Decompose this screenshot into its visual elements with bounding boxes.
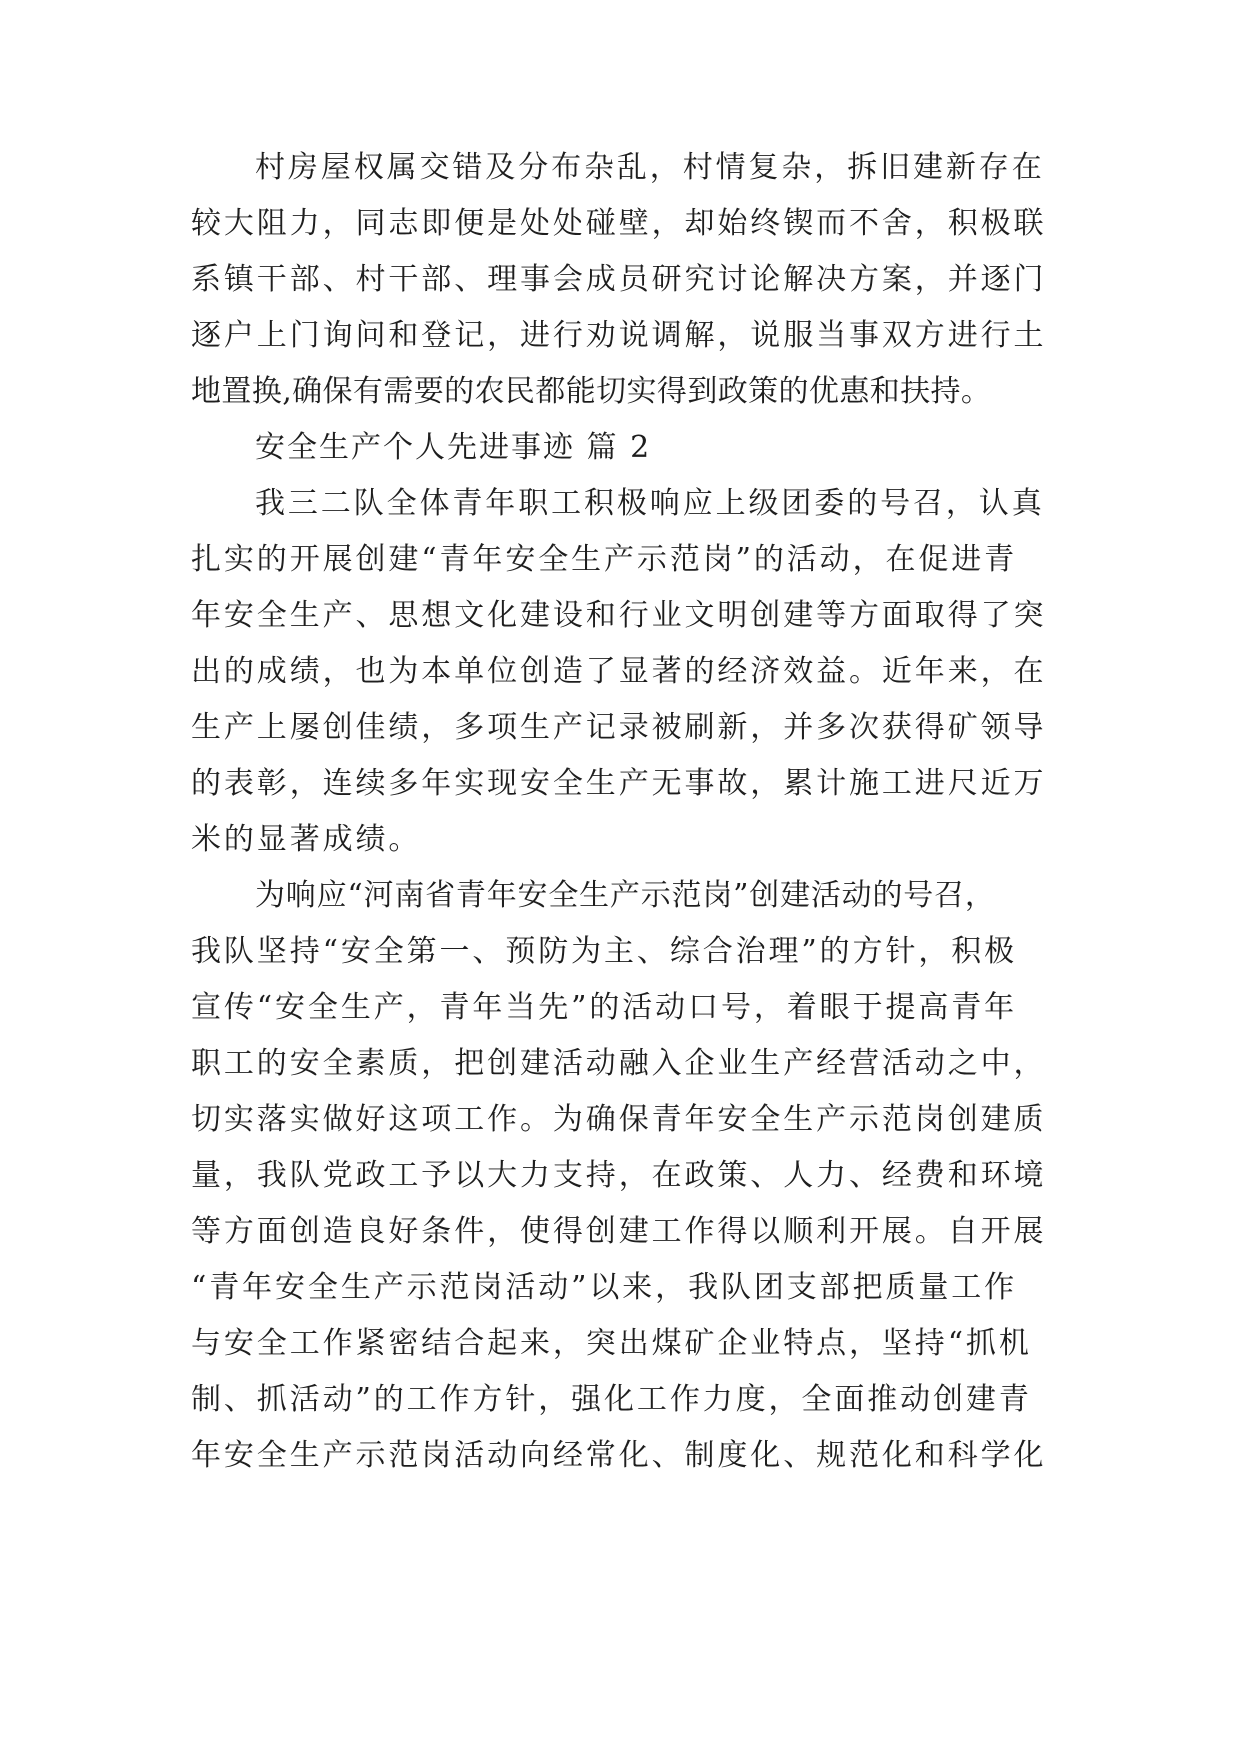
text-line: 职工的安全素质，把创建活动融入企业生产经营活动之中， [191,1046,1047,1081]
text-line: 扎实的开展创建“青年安全生产示范岗”的活动，在促进青 [191,542,1018,577]
text-line: 逐户上门询问和登记，进行劝说调解，说服当事双方进行土 [191,318,1047,353]
text-line: 为响应“河南省青年安全生产示范岗”创建活动的号召， [255,878,996,913]
text-line: 量，我队党政工予以大力支持，在政策、人力、经费和环境 [191,1158,1047,1193]
text-line: 等方面创造良好条件，使得创建工作得以顺利开展。自开展 [191,1214,1047,1249]
text-line: 年安全生产示范岗活动向经常化、制度化、规范化和科学化 [191,1438,1047,1473]
text-line: 生产上屡创佳绩，多项生产记录被刷新，并多次获得矿领导 [191,710,1047,745]
text-line: 与安全工作紧密结合起来，突出煤矿企业特点，坚持“抓机 [191,1326,1032,1361]
text-line: 米的显著成绩。 [191,822,422,857]
text-line: “青年安全生产示范岗活动”以来，我队团支部把质量工作 [191,1270,1018,1305]
section-heading: 安全生产个人先进事迹 篇 2 [255,430,652,465]
text-line: 较大阻力，同志即便是处处碰壁，却始终锲而不舍，积极联 [191,206,1047,241]
text-line: 的表彰，连续多年实现安全生产无事故，累计施工进尺近万 [191,766,1047,801]
text-line: 地置换,确保有需要的农民都能切实得到政策的优惠和扶持。 [191,374,992,409]
text-line: 出的成绩，也为本单位创造了显著的经济效益。近年来，在 [191,654,1047,689]
text-line: 制、抓活动”的工作方针，强化工作力度，全面推动创建青 [191,1382,1032,1417]
text-line: 宣传“安全生产，青年当先”的活动口号，着眼于提高青年 [191,990,1018,1025]
text-line: 村房屋权属交错及分布杂乱，村情复杂，拆旧建新存在 [255,150,1045,185]
text-line: 系镇干部、村干部、理事会成员研究讨论解决方案，并逐门 [191,262,1047,297]
text-line: 我队坚持“安全第一、预防为主、综合治理”的方针，积极 [191,934,1018,969]
text-line: 年安全生产、思想文化建设和行业文明创建等方面取得了突 [191,598,1047,633]
text-line: 切实落实做好这项工作。为确保青年安全生产示范岗创建质 [191,1102,1047,1137]
text-line: 我三二队全体青年职工积极响应上级团委的号召，认真 [255,486,1045,521]
